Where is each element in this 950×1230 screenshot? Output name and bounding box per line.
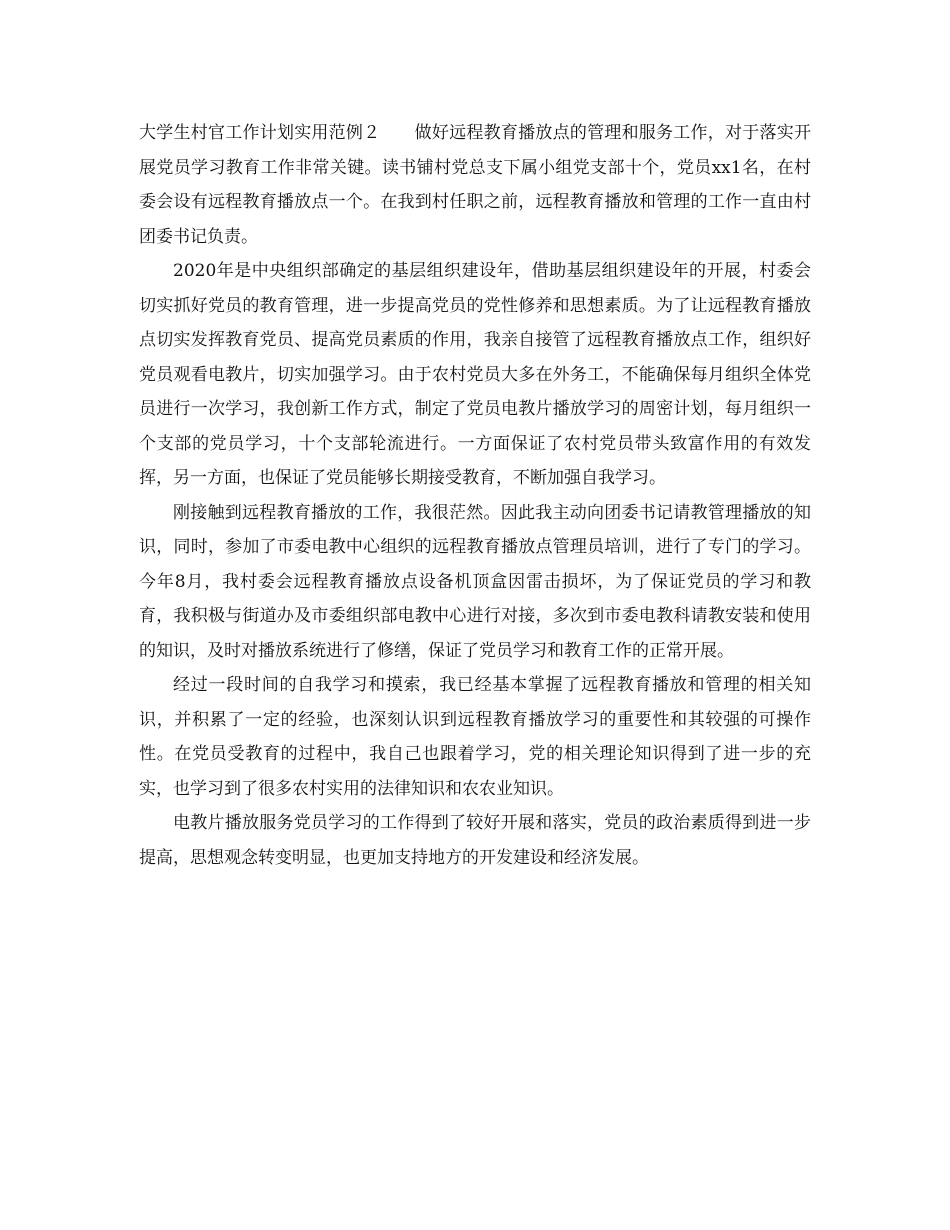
document-title: 大学生村官工作计划实用范例２ [139,123,381,143]
paragraph-2: 2020年是中央组织部确定的基层组织建设年，借助基层组织建设年的开展，村委会切实抓好党员的教育管理，进一步提高党员的党性修养和思想素质。为了让远程教育播放点切实发挥教育党员、提高党员素质的作用，我亲自接管了远程教育播放点工作，组织好党员观看电教片，切实加强学习。由于农村党员大多在外务工，不能确保每月组织全体党员进行一次学习，我创新工作方式，制定了党员电教片播放学习的周密计划，每月组织一个支部的党员学习，十个支部轮流进行。一方面保证了农村党员带头致富作用的有效发挥，另一方面，也保证了党员能够长期接受教育，不断加强自我学习。 [139,261,811,488]
paragraph-4: 经过一段时间的自我学习和摸索，我已经基本掌握了远程教育播放和管理的相关知识，并积累了一定的经验，也深刻认识到远程教育播放学习的重要性和其较强的可操作性。在党员受教育的过程中，我自己也跟着学习，党的相关理论知识得到了进一步的充实，也学习到了很多农村实用的法律知识和农农业知识。 [139,675,811,799]
paragraph-5: 电教片播放服务党员学习的工作得到了较好开展和落实，党员的政治素质得到进一步提高，思想观念转变明显，也更加支持地方的开发建设和经济发展。 [139,813,811,868]
paragraph-1 [139,116,811,254]
paragraph-1-text: 做好远程教育播放点的管理和服务工作，对于落实开展党员学习教育工作非常关键。读书铺村党总支下属小组党支部十个，党员xx1名，在村委会设有远程教育播放点一个。在我到村任职之前，远程教育播放和管理的工作一直由村团委书记负责。 [139,123,811,247]
document-body [139,116,811,875]
paragraph-3: 刚接触到远程教育播放的工作，我很茫然。因此我主动向团委书记请教管理播放的知识，同时，参加了市委电教中心组织的远程教育播放点管理员培训，进行了专门的学习。今年8月，我村委会远程教育播放点设备机顶盒因雷击损坏，为了保证党员的学习和教育，我积极与街道办及市委组织部电教中心进行对接，多次到市委电教科请教安装和使用的知识，及时对播放系统进行了修缮，保证了党员学习和教育工作的正常开展。 [139,502,811,661]
